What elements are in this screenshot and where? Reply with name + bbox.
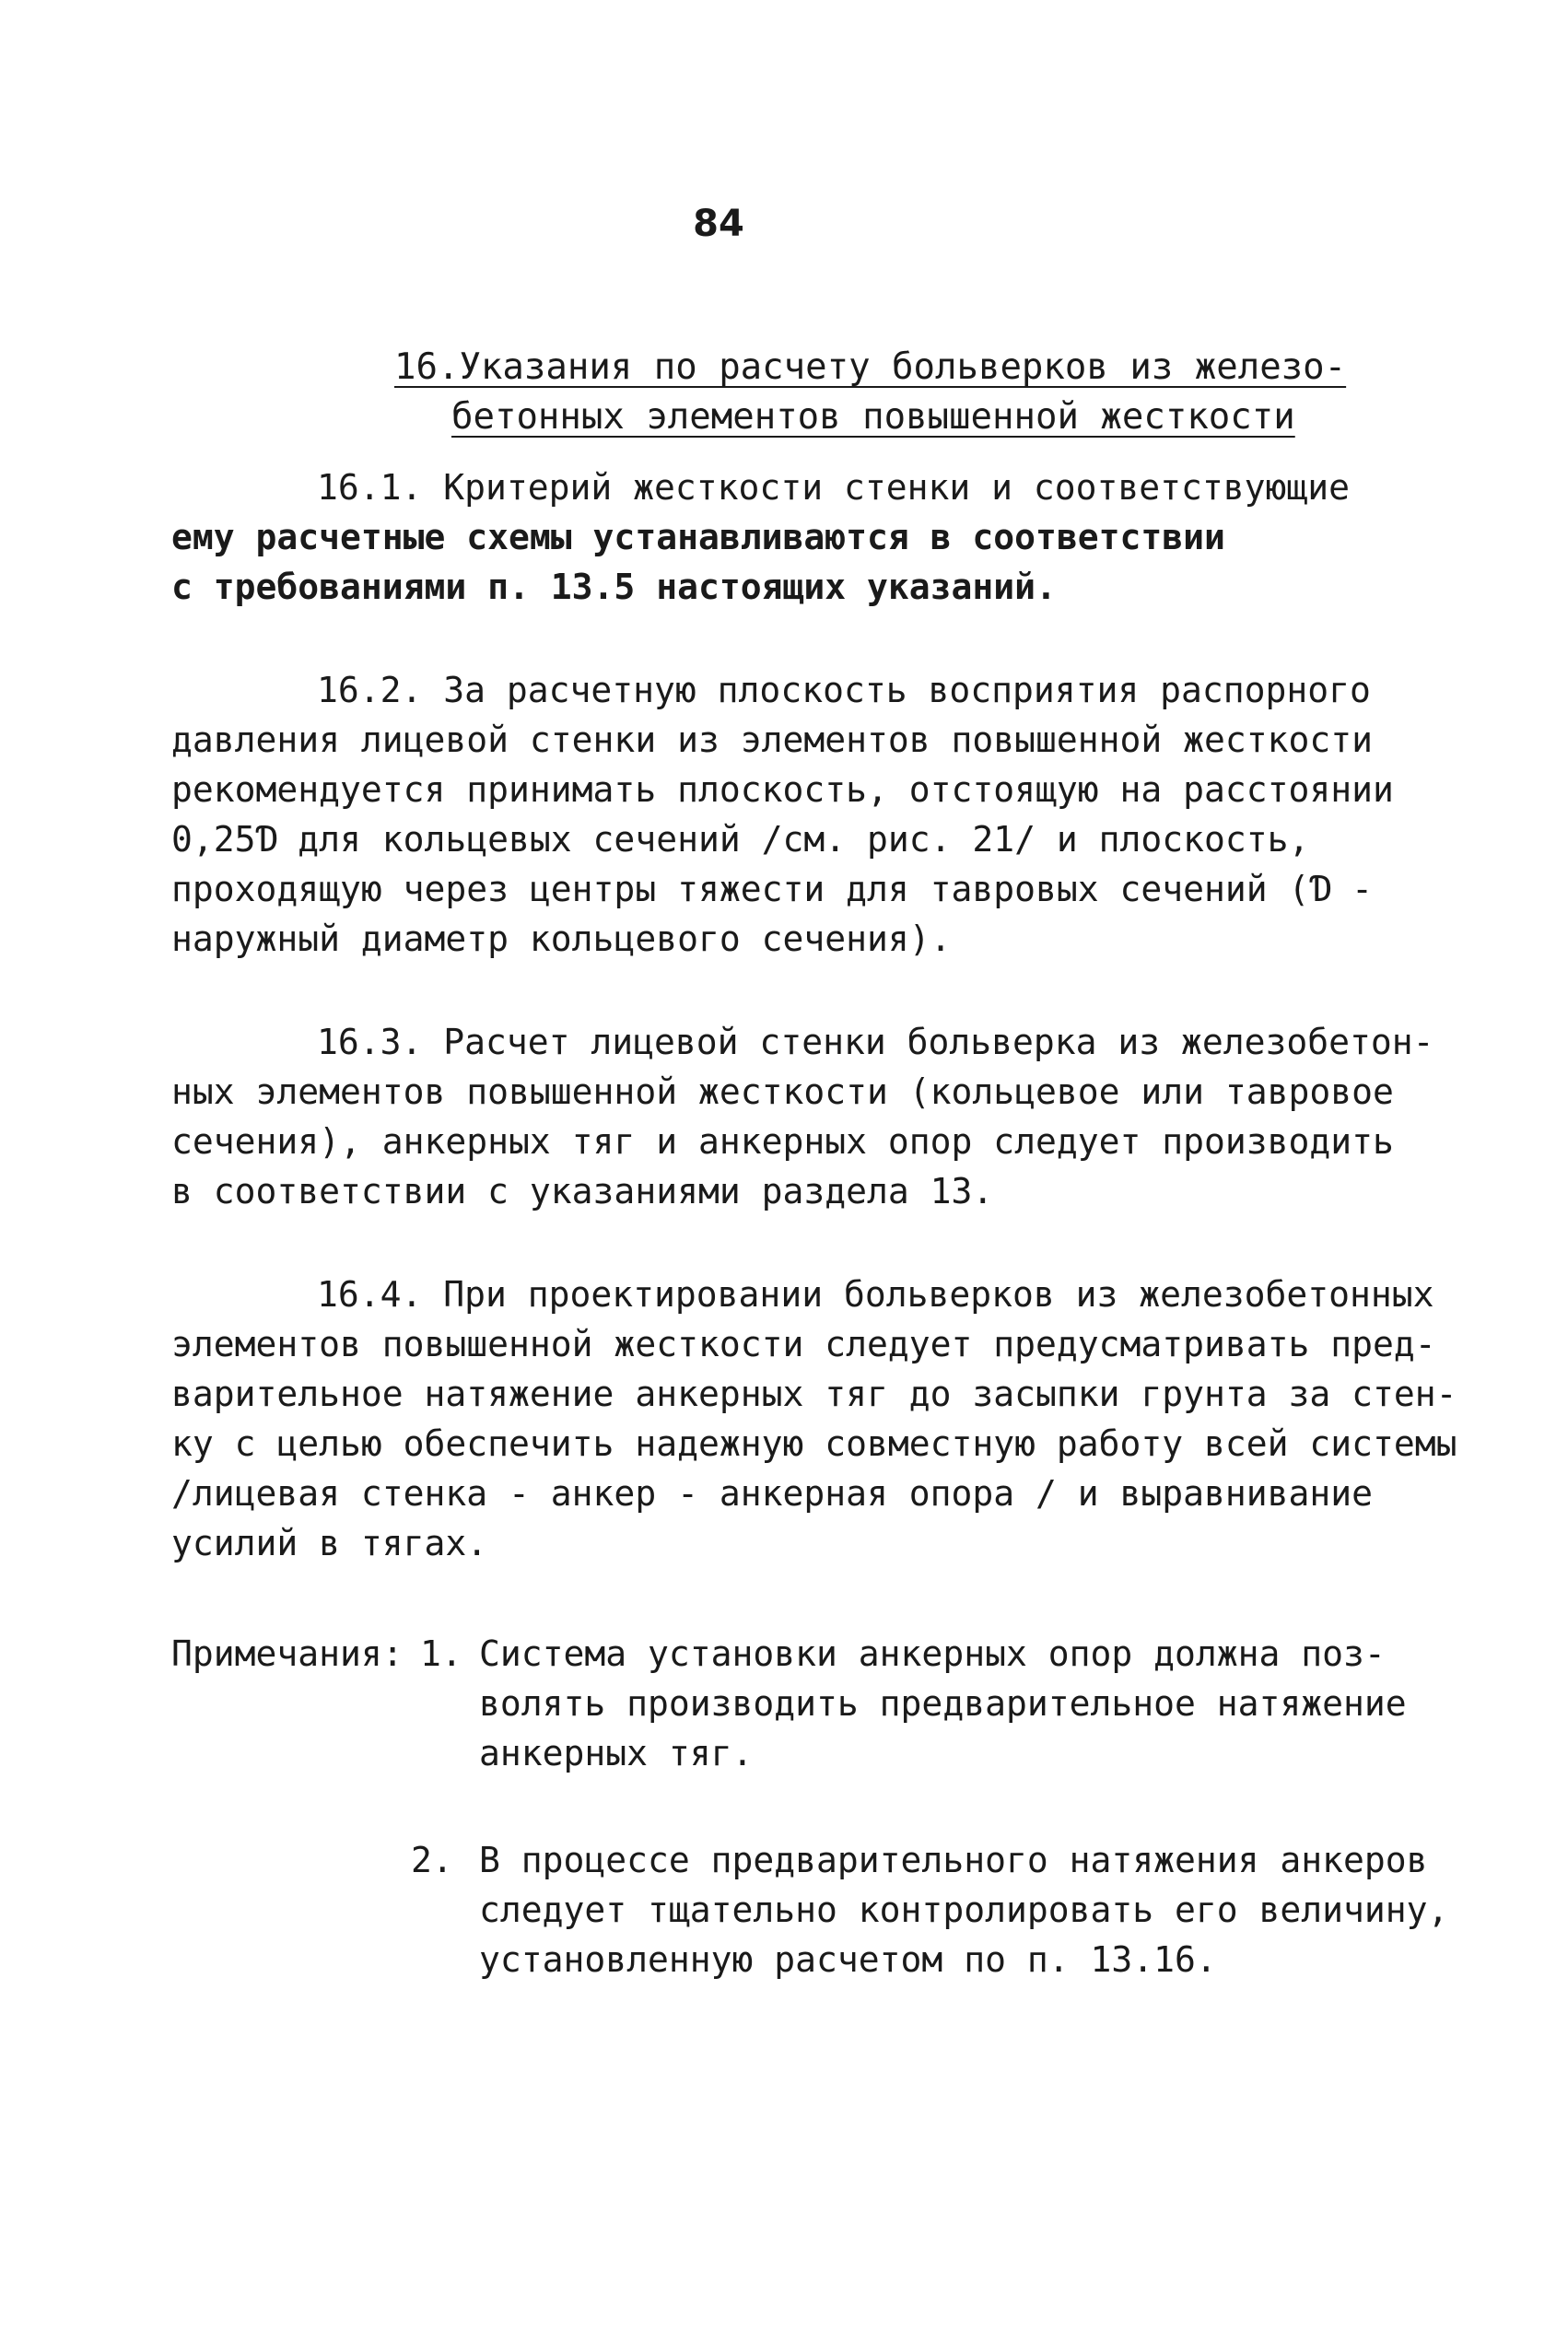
note-2-number: 2.	[411, 1840, 453, 1880]
paragraph-16-1-line-3: с требованиями п. 13.5 настоящих указаний.	[171, 567, 1057, 607]
paragraph-16-2-line-5: проходящую через центры тяжести для тавровых сечений (Ɗ -	[171, 869, 1374, 909]
paragraph-16-2-line-6: наружный диаметр кольцевого сечения).	[171, 919, 952, 959]
note-1-line-1: Система установки анкерных опор должна поз-	[479, 1633, 1386, 1674]
paragraph-16-3-line-1: 16.3. Расчет лицевой стенки больверка из железобетон-	[317, 1022, 1434, 1062]
page-number: 84	[693, 203, 744, 245]
paragraph-16-2-line-3: рекомендуется принимать плоскость, отстоящую на расстоянии	[171, 769, 1394, 810]
notes-label: Примечания:	[171, 1633, 404, 1674]
paragraph-16-4-line-3: варительное натяжение анкерных тяг до засыпки грунта за стен-	[171, 1374, 1457, 1414]
note-2-line-3: установленную расчетом по п. 13.16.	[479, 1939, 1217, 1980]
section-title-line-2: бетонных элементов повышенной жесткости	[451, 396, 1295, 438]
paragraph-16-3-line-3: сечения), анкерных тяг и анкерных опор следует производить	[171, 1121, 1394, 1162]
paragraph-16-4-line-2: элементов повышенной жесткости следует предусматривать пред-	[171, 1324, 1436, 1364]
note-1-line-2: волять производить предварительное натяжение	[479, 1683, 1407, 1724]
paragraph-16-1-line-2: ему расчетные схемы устанавливаются в соответствии	[171, 517, 1225, 557]
paragraph-16-4-line-5: /лицевая стенка - анкер - анкерная опора / и выравнивание	[171, 1473, 1374, 1514]
section-title-line-1: 16.Указания по расчету больверков из железо-	[394, 346, 1347, 388]
note-1-number: 1.	[420, 1633, 462, 1674]
paragraph-16-4-line-1: 16.4. При проектировании больверков из железобетонных	[317, 1274, 1434, 1315]
paragraph-16-2-line-1: 16.2. За расчетную плоскость восприятия распорного	[317, 670, 1371, 710]
paragraph-16-4-line-6: усилий в тягах.	[171, 1523, 488, 1563]
note-2-line-2: следует тщательно контролировать его величину,	[479, 1890, 1449, 1930]
paragraph-16-4-line-4: ку с целью обеспечить надежную совместную работу всей системы	[171, 1423, 1457, 1464]
note-1-line-3: анкерных тяг.	[479, 1733, 754, 1773]
paragraph-16-2-line-2: давления лицевой стенки из элементов повышенной жесткости	[171, 720, 1374, 760]
paragraph-16-3-line-4: в соответствии с указаниями раздела 13.	[171, 1171, 994, 1211]
paragraph-16-3-line-2: ных элементов повышенной жесткости (кольцевое или тавровое	[171, 1071, 1394, 1112]
note-2-line-1: В процессе предварительного натяжения анкеров	[479, 1840, 1428, 1880]
paragraph-16-1-line-1: 16.1. Критерий жесткости стенки и соответствующие	[317, 467, 1351, 508]
paragraph-16-2-line-4: 0,25Ɗ для кольцевых сечений /см. рис. 21/ и плоскость,	[171, 819, 1310, 860]
